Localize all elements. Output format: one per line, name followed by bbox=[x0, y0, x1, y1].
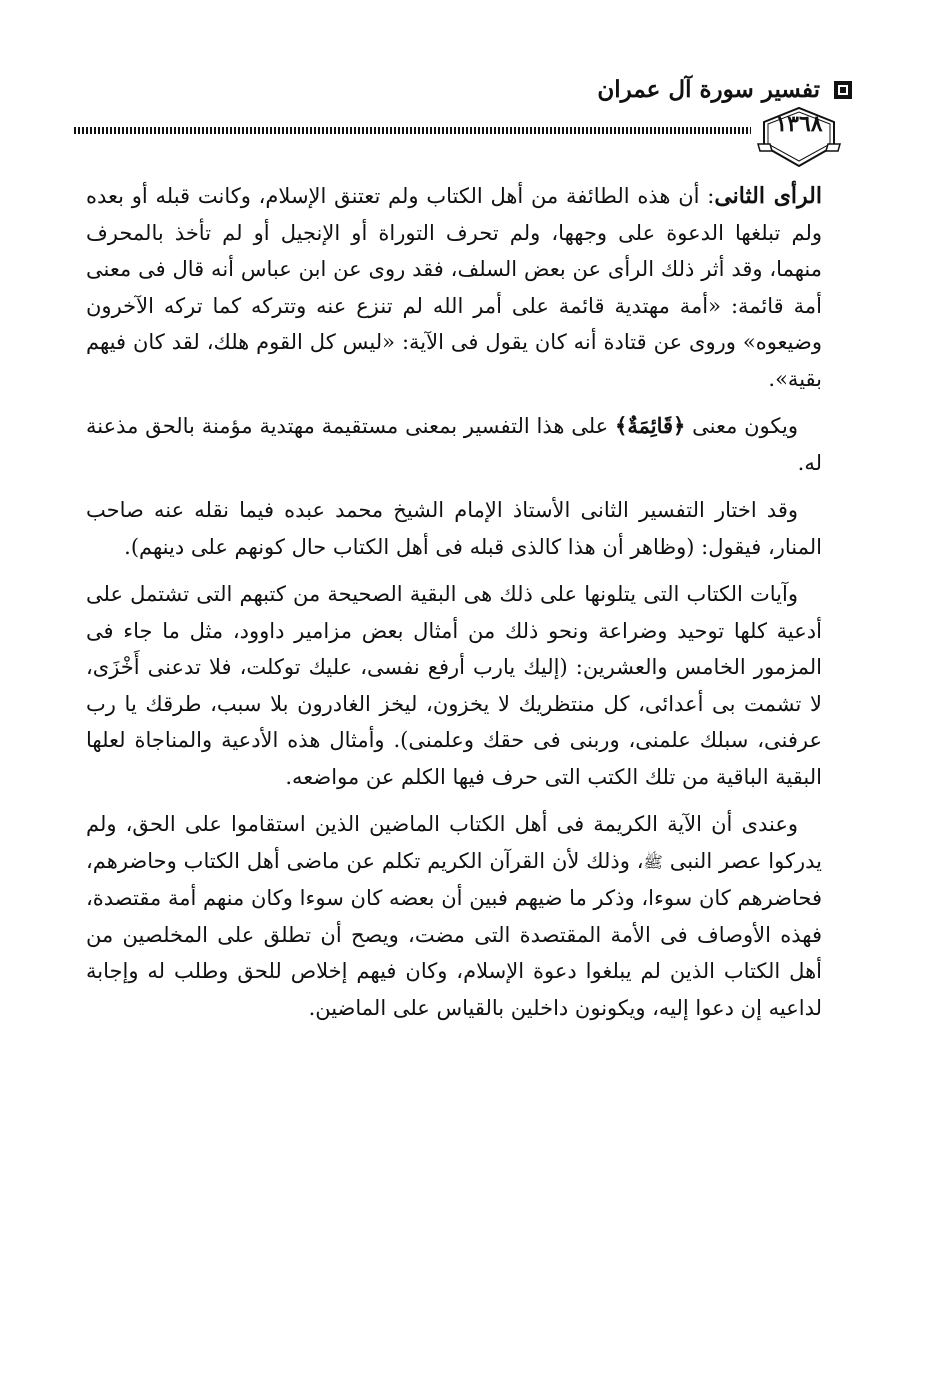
paragraph-4 bbox=[86, 576, 822, 795]
paragraph-4-text: وآيات الكتاب التى يتلونها على ذلك هى البقية الصحيحة من كتبهم التى تشتمل على أدعية كلها توحيد وضراعة ونحو ذلك من أمثال بعض مزامير داوود، مثل ما جاء فى المزمور الخامس والعشرين: (إليك يارب أرفع نفسى، عليك توكلت، فلا تدعنى أَخْزَى، لا تشمت بى أعدائى، كل منتظريك لا يخزون، ليخز الغادرون بلا سبب، طرقك يا رب عرفنى، سبلك علمنى، وربنى فى حقك وعلمنى). وأمثال هذه الأدعية والمناجاة لعلها البقية الباقية من تلك الكتب التى حرف فيها الكلم عن مواضعه. bbox=[86, 582, 822, 789]
ornament-icon bbox=[832, 79, 854, 101]
page-number: ١٣٦٨ bbox=[775, 111, 823, 137]
page-header bbox=[72, 76, 854, 116]
main-content bbox=[86, 178, 822, 1037]
paragraph-2-before: ويكون معنى bbox=[685, 414, 798, 438]
paragraph-2-after: على هذا التفسير بمعنى مستقيمة مهتدية مؤمنة بالحق مذعنة له. bbox=[86, 414, 822, 475]
header-title-row bbox=[597, 76, 854, 104]
paragraph-2 bbox=[86, 408, 822, 481]
header-rule bbox=[74, 127, 751, 134]
paragraph-3-text: وقد اختار التفسير الثانى الأستاذ الإمام الشيخ محمد عبده فيما نقله عنه صاحب المنار، فيقول: (وظاهر أن هذا كالذى قبله فى أهل الكتاب حال كونهم على دينهم). bbox=[86, 498, 822, 559]
salutation-mark: ﷺ bbox=[643, 851, 663, 871]
paragraph-1 bbox=[86, 178, 822, 397]
quranic-term: ﴿قَائِمَةٌ﴾ bbox=[615, 413, 686, 438]
paragraph-5-before: وعندى أن الآية الكريمة فى أهل الكتاب الماضين الذين استقاموا على الحق، ولم يدركوا عصر النبى bbox=[86, 812, 822, 873]
running-header-title: تفسير سورة آل عمران bbox=[597, 76, 820, 103]
paragraph-5 bbox=[86, 806, 822, 1026]
paragraph-5-after: ، وذلك لأن القرآن الكريم تكلم عن ماضى أهل الكتاب وحاضرهم، فحاضرهم كان سوءا، وذكر ما ضيهم فبين أن بعضه كان سوءا وكان منهم أمة مقتصدة، فهذه الأوصاف فى الأمة المقتصدة التى مضت، ويصح أن تطلق على المخلصين من أهل الكتاب الذين لم يبلغوا دعوة الإسلام، وكان فيهم إخلاص للحق وطلب له وإجابة لداعيه إن دعوا إليه، ويكونون داخلين بالقياس على الماضين. bbox=[86, 848, 822, 1020]
paragraph-3 bbox=[86, 492, 822, 565]
paragraph-1-text: : أن هذه الطائفة من أهل الكتاب ولم تعتنق الإسلام، وكانت قبله أو بعده ولم تبلغها الدعوة على وجهها، ولم تحرف التوراة أو الإنجيل أو لم تأخذ بالمحرف منهما، وقد أثر ذلك الرأى عن بعض السلف، فقد روى عن ابن عباس أنه قال فى معنى أمة قائمة: «أمة مهتدية قائمة على أمر الله لم تنزع عنه وتتركه كما تركه الآخرون وضيعوه» وروى عن قتادة أنه كان يقول فى الآية: «ليس كل القوم هلك، لقد كان فيهم بقية». bbox=[86, 184, 822, 391]
opinion-heading: الرأى الثانى bbox=[714, 183, 822, 209]
